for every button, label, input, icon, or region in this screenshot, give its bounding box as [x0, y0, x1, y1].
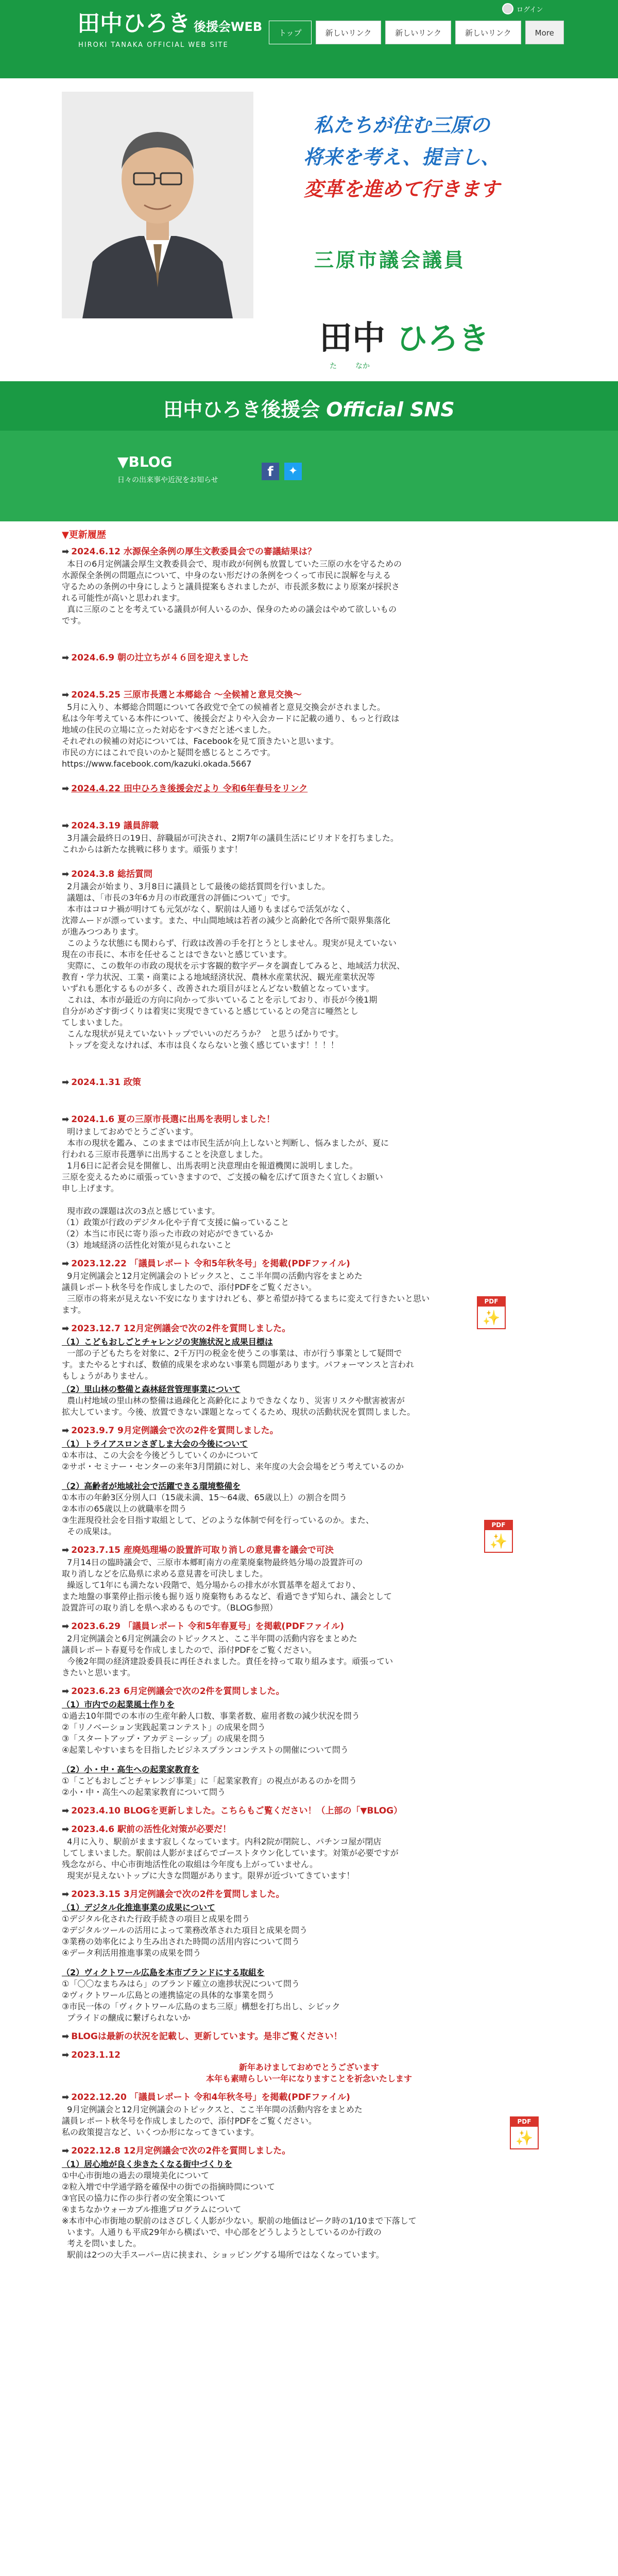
blog-title: ▼BLOG: [117, 453, 173, 470]
entry-body: 9月定例議会と12月定例議会のトピックスと、ここ半年間の活動内容をまとめた 議員レポート秋冬号を作成しましたので、添付PDFをご覧ください。 私の政策提言など、いくつか形になってきています。: [62, 2105, 363, 2137]
entry-body: ①「こどもおしごとチャレンジ事業」に「起業家教育」の視点があるのかを問う ②小・中・高生への起業家教育について問う: [62, 1776, 357, 1797]
entry-heading: ➡ 2024.3.8 総括質問: [62, 869, 153, 879]
logo-subtitle: HIROKI TANAKA OFFICIAL WEB SITE: [78, 41, 229, 49]
entry-2023-04-06: [62, 1824, 556, 1882]
entry-subheading: （2）高齢者が地域社会で活躍できる環境整備を: [62, 1481, 241, 1491]
new-year-greeting-1: 新年あけましておめでとうございます: [238, 2062, 379, 2072]
entry-body: 一部の子どもたちを対象に、2千万円の税金を使うこの事業は、市が行う事業として疑問で す。またやるとすれば、数値的成果を求めない事業も問題があります。パフォーマンスと言われ もしょうがありません。: [62, 1348, 415, 1381]
entry-heading: ➡ 2023.6.29 「議員レポート 令和5年春夏号」を掲載(PDFファイル): [62, 1621, 345, 1632]
entry-body: 3月議会最終日の19日、辞職届が可決され、2期7年の議員生活にピリオドを打ちました。 これからは新たな挑戦に移ります。頑張ります！: [62, 833, 399, 854]
sns-title-jp: 田中ひろき後援会: [163, 398, 320, 421]
entry-2024-06-12: [62, 546, 556, 626]
entry-body: 9月定例議会と12月定例議会のトピックスと、ここ半年間の活動内容をまとめた 議員レポート秋冬号を作成しましたので、添付PDFをご覧ください。 三原市の将来が見えない不安になりますけれども、夢と希望が持てるまちに変えて行きたいと思い ます。: [62, 1271, 430, 1315]
hero-section: [0, 78, 618, 381]
furigana-1: た: [330, 362, 337, 370]
entry-2023-04-10: [62, 1805, 556, 1817]
facebook-icon[interactable]: f: [262, 463, 279, 480]
entry-heading: ➡ 2023.9.7 9月定例議会で次の2件を質問しました。: [62, 1426, 279, 1436]
furigana-2: なか: [355, 362, 370, 370]
entry-body: 4月に入り、駅前がまます寂しくなっています。内科2院が閉院し、パチンコ屋が閉店 してしまいました。駅前は人影がまばらでゴーストタウン化しています。対策が必要ですが 残念ながら、中心市街地活性化の取組は今年度も上がっていません。 現実が見えないトップに大きな問題があります。限界が近づいてきています！: [62, 1837, 399, 1880]
login-link[interactable]: [502, 3, 543, 14]
entry-2024-06-09: [62, 652, 556, 664]
pdf-icon[interactable]: PDF ✨: [510, 2116, 539, 2149]
entry-heading: ➡ 2024.6.9 朝の辻立ちが４６回を迎えました: [62, 653, 249, 663]
pdf-icon[interactable]: PDF ✨: [477, 1296, 506, 1329]
user-icon: [502, 3, 513, 14]
entry-heading: ➡ 2024.5.25 三原市長選と本郷総合 ～全候補と意見交換～: [62, 690, 302, 700]
nav-item-link-2[interactable]: 新しいリンク: [385, 21, 451, 44]
entry-subheading: （1）こどもおしごとチャレンジの実施状況と成果目標は: [62, 1337, 273, 1347]
logo-name: 田中ひろき: [77, 10, 191, 37]
entry-body: 2月定例議会と6月定例議会のトピックスと、ここ半年間の活動内容をまとめた 議員レポート春夏号を作成しましたので、添付PDFをご覧ください。 今後2年間の経済建設委員長に再任されました。責任を持って取り組みます。頑張ってい きたいと思います。: [62, 1634, 393, 1677]
entry-body: 7月14日の臨時議会で、三原市本郷町南方の産業廃棄物最終処分場の設置許可の 取り消しなどを広島県に求める意見書を可決しました。 繰返して1年にも満たない段階で、処分場からの排水が水質基準を超えており、 また地盤の事業停止指示後も掘り返り廃棄物もあるなど、看過できず知られ、議会として 設置許可の取り消しを県へ求めるものです。（BLOG参照）: [62, 1557, 392, 1613]
entry-heading[interactable]: ➡ 2024.4.22 田中ひろき後援会だより 令和6年春号をリンク: [62, 784, 308, 794]
blog-description: 日々の出来事や近況をお知らせ: [117, 476, 218, 484]
sns-links-area: [0, 431, 618, 521]
entry-body: ①本市の年齢3区分別人口（15歳未満、15～64歳、65歳以上）の割合を問う ②本市の65歳以上の就職率を問う ③生涯現役社会を目指す取組として、どのような体制で何を行っているのか。また、 その成果は。: [62, 1493, 374, 1536]
entry-heading: ➡ 2024.3.19 議員辞職: [62, 821, 159, 831]
name-family: 田中: [319, 319, 385, 358]
entry-heading: ➡ 2023.6.23 6月定例議会で次の2件を質問しました。: [62, 1686, 285, 1697]
logo-small: 後援会WEB: [194, 20, 263, 34]
blog-link[interactable]: [117, 453, 251, 485]
entry-2024-01-31: [62, 1077, 556, 1088]
entry-heading: ➡ 2023.7.15 産廃処理場の設置許可取り消しの意見書を議会で可決: [62, 1545, 334, 1555]
entry-body: 農山村地域の里山林の整備は過疎化と高齢化によりできなくなり、災害リスクや獣害被害が 拡大しています。今後、放置できない課題となってくるため、現状の活動状況を質問しました。: [62, 1396, 416, 1417]
name-given: ひろき: [397, 321, 489, 357]
entry-2023-07-15: [62, 1545, 556, 1614]
entry-2024-04-22: [62, 783, 556, 794]
entry-2023-03-15: [62, 1889, 556, 2024]
pdf-icon[interactable]: PDF ✨: [484, 1520, 513, 1553]
entry-heading: ➡ 2023.1.12: [62, 2050, 121, 2060]
sns-band: [0, 381, 618, 431]
entry-subheading: （1）デジタル化推進事業の成果について: [62, 1903, 215, 1912]
candidate-name: [319, 320, 489, 357]
entry-heading: ➡ 2023.4.6 駅前の活性化対策が必要だ！: [62, 1824, 232, 1835]
entry-subheading: （2）里山林の整備と森林経営管理事業について: [62, 1384, 241, 1394]
entry-blog-notice: [62, 2031, 556, 2042]
entry-2024-03-19: [62, 820, 556, 855]
nav-item-link-3[interactable]: 新しいリンク: [455, 21, 521, 44]
hero-catchphrase: [258, 109, 546, 205]
entry-heading: ➡ 2024.1.6 夏の三原市長選に出馬を表明しました！: [62, 1114, 276, 1125]
entry-subheading: （1）居心地が良く歩きたくなる街中づくりを: [62, 2159, 233, 2169]
entry-2023-12-07: [62, 1323, 556, 1418]
entry-2024-01-06: [62, 1114, 556, 1251]
catch-line-3: 変革を進めて行きます: [303, 178, 500, 200]
new-year-greeting-2: 本年も素晴らしい一年になりますことを祈念いたします: [205, 2074, 412, 2083]
entry-heading: ➡ 2024.1.31 政策: [62, 1077, 141, 1088]
entry-2022-12-08: [62, 2145, 556, 2261]
entry-subheading: （1）トライアスロンさぎしま大会の今後について: [62, 1439, 248, 1449]
login-label: ログイン: [517, 6, 543, 14]
update-history: [62, 528, 556, 2268]
entry-body: 本日の6月定例議会厚生文教委員会で、現市政が何例も放置していた三原の水を守るための 水源保全条例の問題点について、中身のない形だけの条例をつくって市民に誤解を与える 守るための条例の中身にしようと議員提案もされましたが、市長派多数により原案が採択さ れる可能性が高いと思われます。 真に三原のことを考えている議員が何人いるのか、保身のための議会はやめて欲しいもの です。: [62, 559, 402, 625]
entry-heading: ➡ 2022.12.20 「議員レポート 令和4年秋冬号」を掲載(PDFファイル): [62, 2092, 350, 2103]
nav-item-more[interactable]: More: [525, 21, 564, 44]
entry-heading: ➡ 2023.12.7 12月定例議会で次の2件を質問しました。: [62, 1324, 291, 1334]
entry-heading[interactable]: ➡ 2023.4.10 BLOGを更新しました。こちらもご覧ください！（上部の「▼BLOG）: [62, 1806, 403, 1816]
section-heading: ▼更新履歴: [62, 530, 106, 540]
entry-subheading: （2）ヴィクトワール広島を本市ブランドにする取組を: [62, 1968, 265, 1977]
sns-title-en: Official SNS: [326, 398, 455, 421]
entry-subheading: （2）小・中・高生への起業家教育を: [62, 1765, 200, 1774]
entry-2023-01-12: [62, 2049, 556, 2084]
entry-body: 2月議会が始まり、3月8日に議員として最後の総括質問を行いました。 議題は、「市長の3年6カ月の市政運営の評価について」です。 本市はコロナ禍が明けても元気がなく、駅前は人通りもまばらで活気がなく、 沈滞ムードが漂っています。また、中山間地域は若者の減少と高齢化で各所で限界集落化 が進みつつあります。 このような状態にも関わらず、行政は改善の手を打とうとしません。現実が見えていない 現在の市長に、本市を任せることはできないと感じています。 実際に、この数年の市政の現状を示す客観的数字データを調査してみると、地域活力状況、 教育・学力状況、工業・商業による地域経済状況、農林水産業状況、観光産業状況等 いずれも悪化するものが多く、改善された項目がほとんどない数値となっています。 これは、本市が最近の方向に向かって歩いていることを示しており、市長が今後1期 自分がめざす街づくりは着実に実現できていると感じているとの発言に唖然とし てしまいました。 こんな現状が見えていないトップでいいのだろうか？ と思うばかりです。 トップを変えなければ、本市は良くならないと強く感じています！！！！: [62, 882, 405, 1050]
entry-body: 明けましておめでとうございます。 本市の現状を鑑み、このままでは市民生活が向上しないと判断し、悩みましたが、夏に 行われる三原市長選挙に出馬することを決意しました。 1月6日に記者会見を開催し、出馬表明と決意理由を報道機関に説明しました。 三原を変えるために頑張っていきますので、ご支援の輪を広げて頂きたく宜しくお願い 申し上げます。 現市政の課題は次の3点と感じています。 （1）政策が行政のデジタル化や子育て支援に偏っていること （2）本当に市民に寄り添った市政の対応ができているか （3）地域経済の活性化対策が見られないこと: [62, 1127, 389, 1250]
entry-body: ①過去10年間での本市の生産年齢人口数、事業者数、雇用者数の減少状況を問う ②「リノベーション実践起業コンテスト」の成果を問う ③「スタートアップ・アカデミーシップ」の成果を問う ④起業しやすいまちを目指したビジネスプランコンテストの開催について問う: [62, 1711, 360, 1755]
entry-body: ①中心市街地の過去の環境美化について ②粒入増で中学通学路を確保中の街での指摘時間について ③官民の協力に作の歩行者の安全策について ④まちなかウォーカブル推進プログラムについて ※本市中心市街地の駅前のはさびしく人影が少ない。駅前の地価はピーク時の1/10まで下落して います。人通りも平成29年から横ばいで、中心部をどうしようとしているのか行政の 考えを問いました。 駅前は2つの大手スーパー店に挟まれ、ショッピングする場所ではなくなっています。: [62, 2171, 417, 2260]
entry-heading: ➡ BLOGは最新の状況を記載し、更新しています。是非ご覧ください！: [62, 2031, 342, 2042]
site-header: [0, 0, 618, 78]
entry-2023-06-23: [62, 1686, 556, 1798]
entry-body: ①デジタル化された行政手続きの項目と成果を問う ②デジタルツールの活用によって業務改革された項目と成果を問う ③業務の効率化により生み出された時間の活用内容について問う ④データ利活用推進事業の成果を問う: [62, 1914, 308, 1958]
sns-title: [0, 394, 618, 422]
entry-body: ①「〇〇なまちみはら」のブランド確立の進捗状況について問う ②ヴィクトワール広島との連携協定の具体的な事業を問う ③市民一体の「ヴィクトワール広島のまち三原」構想を打ち出し、シビック プライドの醸成に繋げられないか: [62, 1979, 340, 2023]
entry-2022-12-20: [62, 2092, 556, 2138]
twitter-icon[interactable]: ✦: [284, 463, 302, 480]
entry-2023-06-29: [62, 1621, 556, 1679]
role-title: 三原市議会議員: [314, 249, 466, 272]
main-nav: [269, 21, 564, 44]
entry-heading: ➡ 2023.3.15 3月定例議会で次の2件を質問しました。: [62, 1889, 285, 1900]
entry-heading: ➡ 2024.6.12 水源保全条例の厚生文教委員会での審議結果は？: [62, 547, 316, 557]
entry-subheading: （1）市内での起業風土作りを: [62, 1700, 175, 1709]
site-logo[interactable]: [77, 10, 262, 40]
nav-item-link-1[interactable]: 新しいリンク: [316, 21, 382, 44]
entry-body: 5月に入り、本郷総合問題について各政党で全ての候補者と意見交換会がされました。 私は今年考えている本件について、後援会だよりや入会カードに記載の通り、もっと行政は 地域の住民の立場に立った対応をすべきだと述べました。 それぞれの候補の対応については、Facebookを見て頂きたいと思います。 市民の方にはこれで良いのかと疑問を感じるところです。 https://www.facebook.com/kazuki.okada.5667: [62, 702, 400, 769]
entry-heading: ➡ 2023.12.22 「議員レポート 令和5年秋冬号」を掲載(PDFファイル): [62, 1259, 350, 1269]
catch-line-2: 将来を考え、提言し、: [303, 146, 501, 168]
entry-body: ①本市は、この大会を今後どうしていくのかについて ②サポ・セミナー・センターの来年3月閉鎖に対し、来年度の大会会場をどう考えているのか: [62, 1450, 404, 1471]
entry-heading: ➡ 2022.12.8 12月定例議会で次の2件を質問しました。: [62, 2146, 291, 2156]
portrait-photo: [62, 92, 253, 318]
entry-2024-05-25: [62, 689, 556, 770]
entry-2024-03-08: [62, 869, 556, 1051]
nav-item-top[interactable]: トップ: [269, 21, 312, 44]
entry-2023-09-07: [62, 1425, 556, 1537]
catch-line-1: 私たちが住む三原の: [313, 114, 490, 137]
